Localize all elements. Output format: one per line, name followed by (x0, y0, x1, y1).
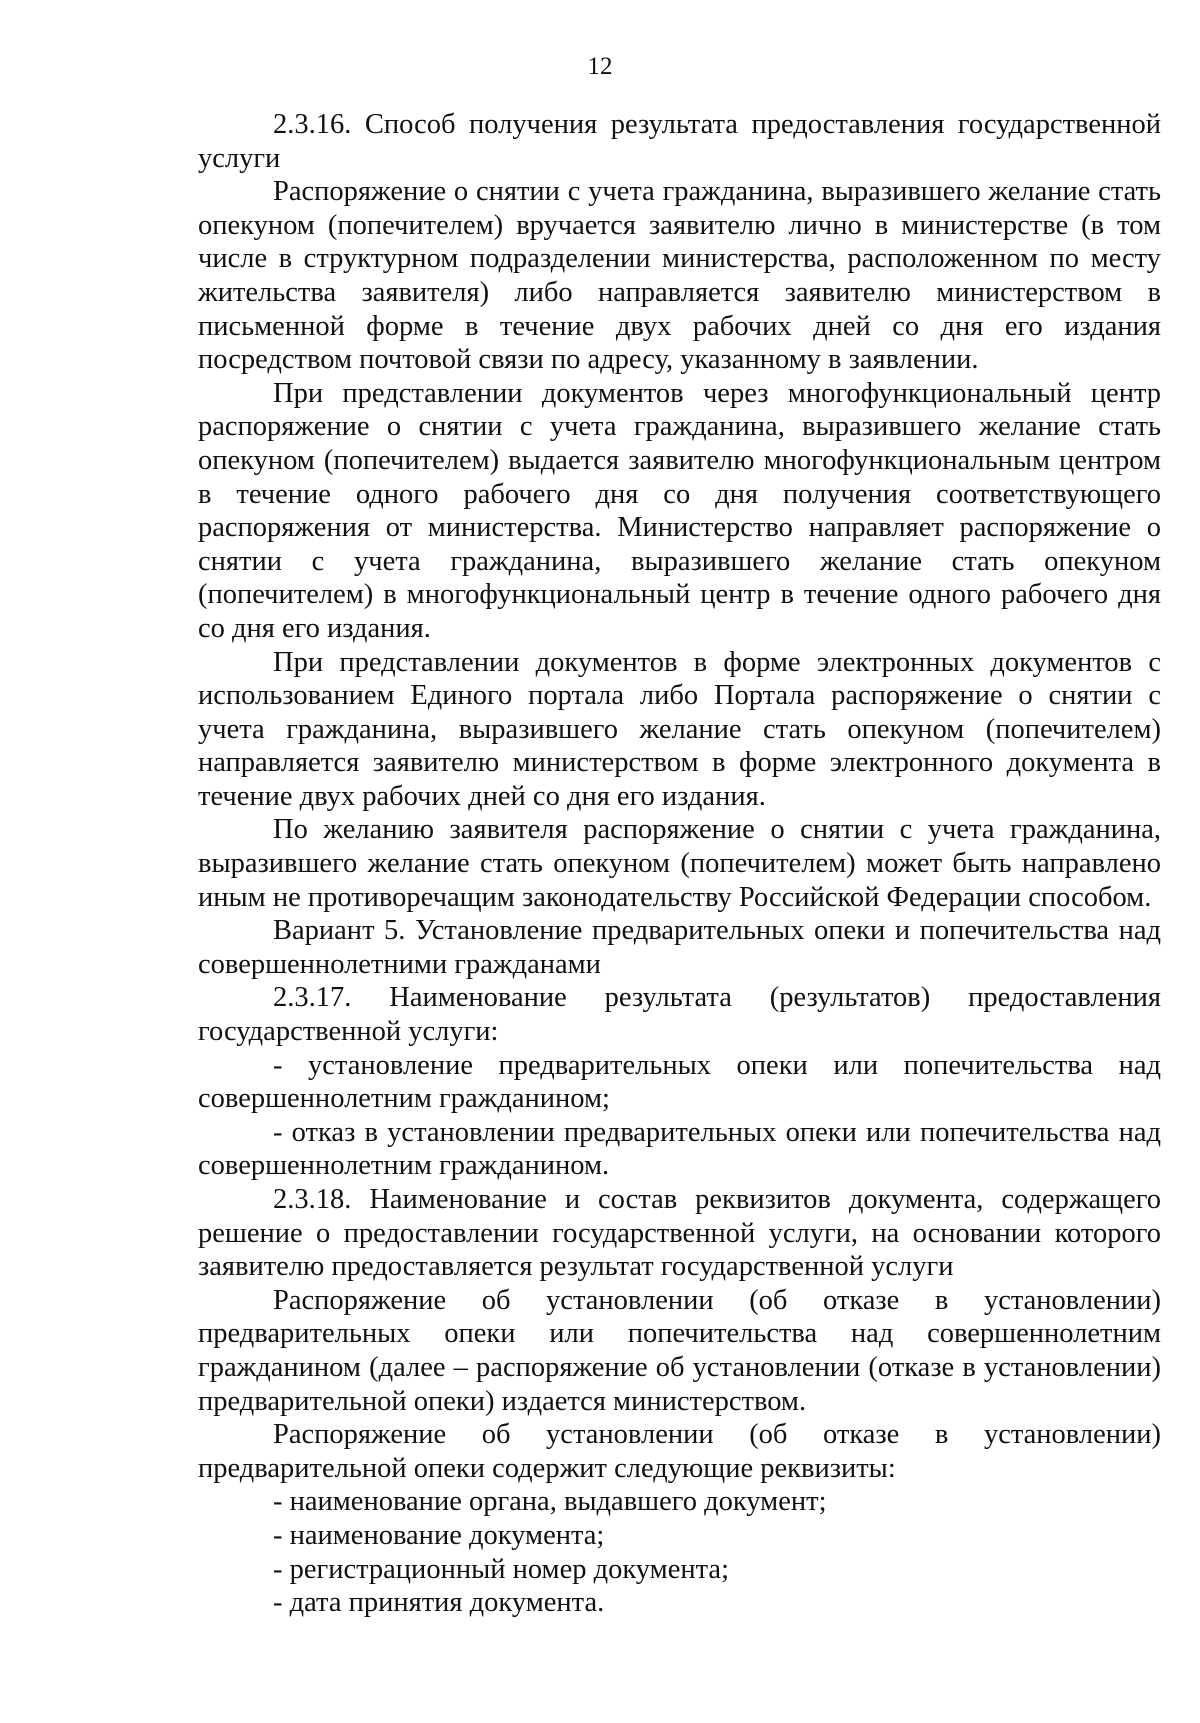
paragraph: Распоряжение об установлении (об отказе в установлении) предварительных опеки или попечительства над совершеннолетним гражданином (далее – распоряжение об установлении (отказе в установлении) предварительной опеки) издается министерством. (198, 1284, 1161, 1417)
paragraph: Распоряжение об установлении (об отказе в установлении) предварительной опеки содержит следующие реквизиты: (198, 1419, 1161, 1484)
variant-heading: Вариант 5. Установление предварительных опеки и попечительства над совершеннолетними гражданами (198, 915, 1161, 980)
section-heading-2-3-18: 2.3.18. Наименование и состав реквизитов документа, содержащего решение о предоставлении государственной услуги, на основании которого заявителю предоставляется результат государственной услуги (198, 1184, 1161, 1283)
section-heading-2-3-17: 2.3.17. Наименование результата (результатов) предоставления государственной услуги: (198, 982, 1161, 1048)
paragraph: При представлении документов в форме электронных документов с использованием Единого портала либо Портала распоряжение о снятии с учета гражданина, выразившего желание стать опекуном (попечителем) направляется заявителю министерством в форме электронного документа в течение двух рабочих дней со дня его издания. (198, 646, 1161, 812)
paragraph: При представлении документов через многофункциональный центр распоряжение о снятии с учета гражданина, выразившего желание стать опекуном (попечителем) выдается заявителю многофункциональным центром в течение одного рабочего дня со дня получения соответствующего распоряжения от министерства. Министерство направляет распоряжение о снятии с учета гражданина, выразившего желание стать опекуном (попечителем) в многофункциональный центр в течение одного рабочего дня со дня его издания. (198, 377, 1161, 644)
list-item: - отказ в установлении предварительных опеки или попечительства над совершеннолетним гражданином. (198, 1116, 1161, 1182)
list-item: - дата принятия документа. (273, 1587, 605, 1619)
list-item: - регистрационный номер документа; (273, 1553, 729, 1585)
section-heading-2-3-16: 2.3.16. Способ получения результата предоставления государственной услуги (198, 109, 1161, 174)
list-item: - установление предварительных опеки или попечительства над совершеннолетним гражданином; (198, 1049, 1161, 1115)
document-body (198, 108, 1161, 1620)
list-item: - наименование органа, выдавшего документ; (273, 1486, 827, 1518)
page-number: 12 (587, 53, 613, 80)
paragraph: По желанию заявителя распоряжение о снятии с учета гражданина, выразившего желание стать опекуном (попечителем) может быть направлено иным не противоречащим законодательству Российской Федерации способом. (198, 814, 1161, 913)
paragraph: Распоряжение о снятии с учета гражданина, выразившего желание стать опекуном (попечителем) вручается заявителю лично в министерстве (в том числе в структурном подразделении министерства, расположенном по месту жительства заявителя) либо направляется заявителю министерством в письменной форме в течение двух рабочих дней со дня его издания посредством почтовой связи по адресу, указанному в заявлении. (198, 176, 1161, 376)
list-item: - наименование документа; (273, 1519, 605, 1551)
